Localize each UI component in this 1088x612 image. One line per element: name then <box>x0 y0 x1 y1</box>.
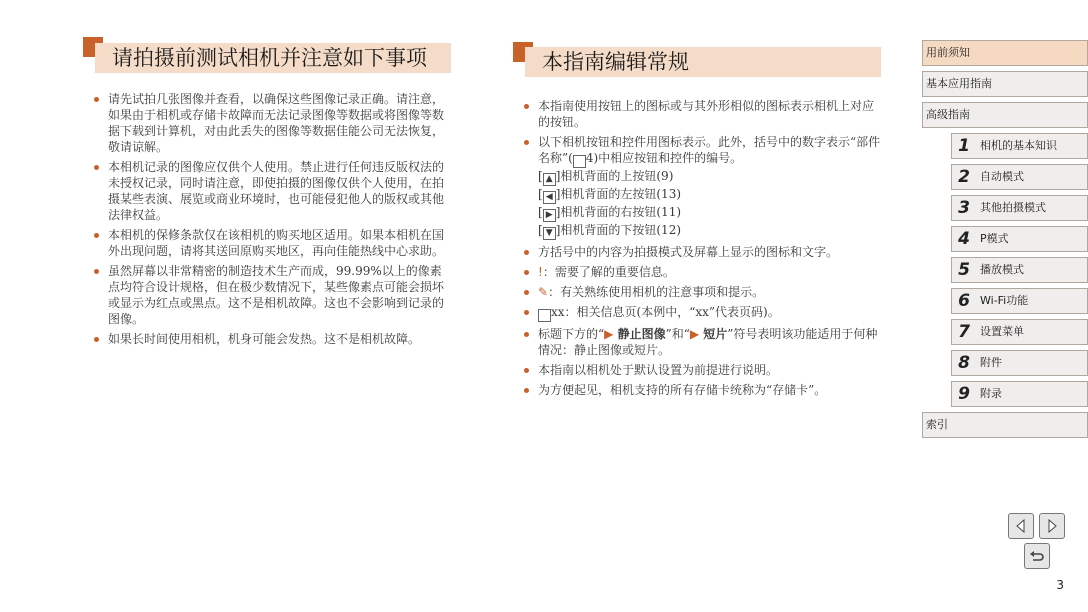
chapter-label: 相机的基本知识 <box>980 139 1057 152</box>
page-number: 3 <box>1056 578 1064 592</box>
still-image-label: 静止图像 <box>617 327 666 341</box>
button-line: [ ▼ ]相机背面的下按钮(12) <box>538 223 682 238</box>
chapter-label: 附录 <box>980 387 1002 400</box>
chapter-label: 其他拍摄模式 <box>980 201 1046 214</box>
list-item: 方括号中的内容为拍摄模式及屏幕上显示的图标和文字。 <box>523 244 883 260</box>
nav-basic-guide[interactable]: 基本应用指南 <box>922 71 1088 97</box>
nav-advanced-guide[interactable]: 高级指南 <box>922 102 1088 128</box>
movie-tag <box>690 327 727 341</box>
list-item-text: ：有关熟练使用相机的注意事项和提示。 <box>548 285 765 299</box>
list-item-text: ：需要了解的重要信息。 <box>542 265 675 279</box>
right-arrow-icon <box>1045 519 1059 533</box>
chapter-label: P模式 <box>980 232 1009 245</box>
chapter-label: Wi-Fi功能 <box>980 294 1029 307</box>
play-icon: ▶ <box>689 327 700 341</box>
list-item-text: 4)中相应按钮和控件的编号。 <box>585 151 743 165</box>
right-button-icon: ▶ <box>543 209 556 222</box>
prev-page-button[interactable] <box>1008 513 1034 539</box>
pencil-icon: ✎ <box>538 285 549 299</box>
left-arrow-icon <box>1014 519 1028 533</box>
nav-before-use[interactable]: 用前须知 <box>922 40 1088 66</box>
nav-chapter-2[interactable] <box>951 164 1088 190</box>
list-item <box>523 326 883 358</box>
chapter-number: 5 <box>958 260 970 280</box>
book-icon <box>538 309 551 322</box>
chapter-number: 2 <box>958 167 970 187</box>
list-item-text: ”符号表明该功能适用于何种情况：静止图像或短片。 <box>538 327 878 357</box>
play-icon: ▶ <box>604 327 614 341</box>
right-column <box>523 98 883 402</box>
chapter-number: 1 <box>958 136 970 156</box>
button-desc: 相机背面的上按钮(9) <box>560 169 674 183</box>
button-desc: 相机背面的右按钮(11) <box>560 205 682 219</box>
nav-chapter-4[interactable] <box>951 226 1088 252</box>
chapter-label: 自动模式 <box>980 170 1024 183</box>
list-item: 虽然屏幕以非常精密的制造技术生产而成，99.99%以上的像素点均符合设计规格，但在极少数情况下，某些像素点可能会损坏或显示为红点或黑点。这不是相机故障。这也不会影响到记录的图像。 <box>93 263 451 327</box>
important-icon: ! <box>538 265 543 279</box>
nav-chapter-5[interactable] <box>951 257 1088 283</box>
list-item-text: 以下相机按钮和控件用图标表示。此外，括号中的数字表示“部件名称”( <box>538 135 881 165</box>
nav-chapter-1[interactable] <box>951 133 1088 159</box>
nav-chapter-9[interactable] <box>951 381 1088 407</box>
chapter-number: 7 <box>958 322 970 342</box>
chapter-number: 9 <box>958 384 970 404</box>
list-item <box>523 284 883 300</box>
list-item: 请先试拍几张图像并查看，以确保这些图像记录正确。请注意，如果由于相机或存储卡故障而无法记录图像等数据或将图像等数据下载到计算机，对由此丢失的图像等数据佳能公司无法恢复，敬请谅解。 <box>93 91 451 155</box>
list-item <box>523 264 883 280</box>
chapter-label: 设置菜单 <box>980 325 1024 338</box>
left-button-icon: ◀ <box>543 191 556 204</box>
list-item: 本指南使用按钮上的图标或与其外形相似的图标表示相机上对应的按钮。 <box>523 98 883 130</box>
left-column <box>93 91 451 351</box>
book-icon <box>573 155 586 168</box>
list-item <box>523 134 883 240</box>
button-line: [ ◀ ]相机背面的左按钮(13) <box>538 187 682 202</box>
list-item: 为方便起见，相机支持的所有存储卡统称为“存储卡”。 <box>523 382 883 398</box>
chapter-label: 附件 <box>980 356 1002 369</box>
right-section-title: 本指南编辑常规 <box>542 50 689 74</box>
button-line: [ ▲ ]相机背面的上按钮(9) <box>538 169 674 184</box>
list-item <box>523 304 883 322</box>
chapter-number: 8 <box>958 353 970 373</box>
button-desc: 相机背面的左按钮(13) <box>560 187 682 201</box>
list-item: 如果长时间使用相机，机身可能会发热。这不是相机故障。 <box>93 331 451 347</box>
list-item-text: ”和“ <box>665 327 690 341</box>
chapter-nav <box>922 40 1088 443</box>
next-page-button[interactable] <box>1039 513 1065 539</box>
chapter-number: 3 <box>958 198 970 218</box>
chapter-number: 4 <box>958 229 970 249</box>
nav-chapter-6[interactable] <box>951 288 1088 314</box>
nav-chapter-3[interactable] <box>951 195 1088 221</box>
return-button[interactable] <box>1024 543 1050 569</box>
chapter-number: 6 <box>958 291 970 311</box>
nav-chapter-7[interactable] <box>951 319 1088 345</box>
button-desc: 相机背面的下按钮(12) <box>560 223 682 237</box>
still-image-tag <box>604 327 665 341</box>
list-item: 本指南以相机处于默认设置为前提进行说明。 <box>523 362 883 378</box>
list-item-text: 标题下方的“ <box>538 327 605 341</box>
chapter-label: 播放模式 <box>980 263 1024 276</box>
list-item: 本相机记录的图像应仅供个人使用。禁止进行任何违反版权法的未授权记录，同时请注意，即使拍摄的图像仅供个人使用，在拍摄某些表演、展览或商业环境时，也可能侵犯他人的版权或其他法律权益。 <box>93 159 451 223</box>
up-button-icon: ▲ <box>543 173 556 186</box>
button-line: [ ▶ ]相机背面的右按钮(11) <box>538 205 682 220</box>
nav-index[interactable]: 索引 <box>922 412 1088 438</box>
left-section-title: 请拍摄前测试相机并注意如下事项 <box>112 46 427 70</box>
list-item-text: xx：相关信息页(本例中，“xx”代表页码)。 <box>551 305 780 319</box>
down-button-icon: ▼ <box>543 227 556 240</box>
nav-chapter-8[interactable] <box>951 350 1088 376</box>
return-icon <box>1029 549 1045 563</box>
list-item: 本相机的保修条款仅在该相机的购买地区适用。如果本相机在国外出现问题，请将其送回原购买地区，再向佳能热线中心求助。 <box>93 227 451 259</box>
movie-label: 短片 <box>703 327 728 341</box>
